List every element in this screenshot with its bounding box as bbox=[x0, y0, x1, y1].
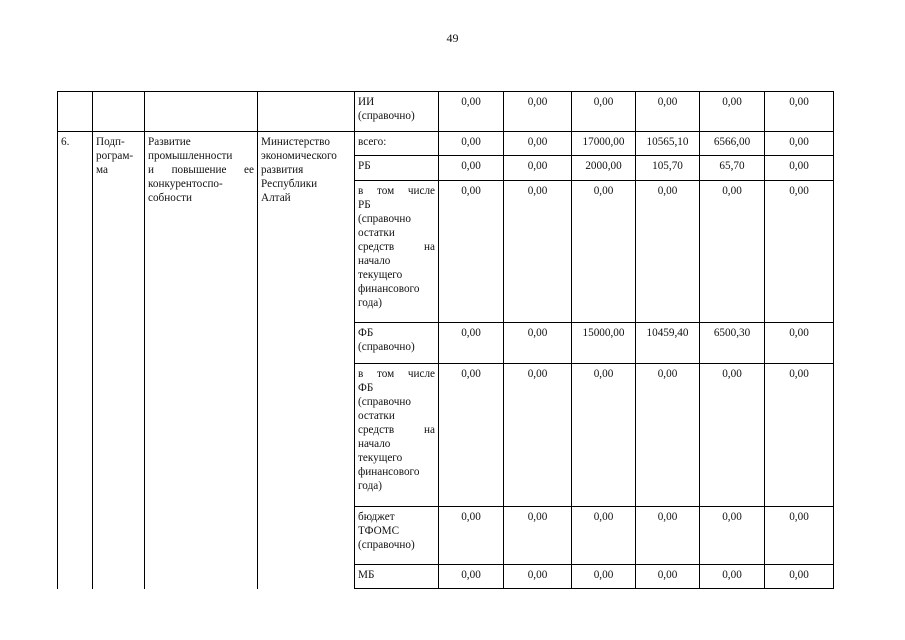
source-cell: в том числе ФБ (справочно остатки средств на начало текущего финансового года) bbox=[355, 364, 439, 507]
source-cell: всего: bbox=[355, 132, 439, 156]
value-cell: 0,00 bbox=[504, 565, 572, 589]
section-name-cell: Развитие промышленности и повышение ее конкурентоспо- собности bbox=[145, 132, 258, 589]
empty-cell bbox=[258, 92, 355, 132]
table-row bbox=[58, 92, 834, 132]
value-cell: 0,00 bbox=[439, 364, 504, 507]
value-cell: 0,00 bbox=[439, 565, 504, 589]
value-cell: 6566,00 bbox=[700, 132, 765, 156]
value-cell: 65,70 bbox=[700, 156, 765, 181]
budget-table bbox=[57, 91, 834, 589]
value-cell: 0,00 bbox=[439, 132, 504, 156]
value-cell: 0,00 bbox=[504, 156, 572, 181]
section-number-cell: 6. bbox=[58, 132, 93, 589]
source-cell: в том числе РБ (справочно остатки средств на начало текущего финансового года) bbox=[355, 181, 439, 323]
value-cell: 0,00 bbox=[700, 181, 765, 323]
page-number: 49 bbox=[446, 31, 459, 45]
value-cell: 0,00 bbox=[504, 132, 572, 156]
value-cell: 0,00 bbox=[700, 92, 765, 132]
value-cell: 0,00 bbox=[700, 507, 765, 565]
value-cell: 105,70 bbox=[636, 156, 700, 181]
value-cell: 15000,00 bbox=[572, 323, 636, 364]
value-cell: 0,00 bbox=[572, 507, 636, 565]
value-cell: 0,00 bbox=[504, 92, 572, 132]
value-cell: 0,00 bbox=[439, 181, 504, 323]
value-cell: 10565,10 bbox=[636, 132, 700, 156]
source-cell: бюджет ТФОМС (справочно) bbox=[355, 507, 439, 565]
value-cell: 0,00 bbox=[439, 323, 504, 364]
source-cell: ИИ (справочно) bbox=[355, 92, 439, 132]
table-row bbox=[58, 132, 834, 156]
value-cell: 0,00 bbox=[700, 364, 765, 507]
value-cell: 0,00 bbox=[504, 181, 572, 323]
empty-cell bbox=[58, 92, 93, 132]
source-cell: РБ bbox=[355, 156, 439, 181]
value-cell: 0,00 bbox=[765, 364, 834, 507]
source-cell: МБ bbox=[355, 565, 439, 589]
value-cell: 0,00 bbox=[765, 156, 834, 181]
value-cell: 0,00 bbox=[765, 132, 834, 156]
empty-cell bbox=[145, 92, 258, 132]
value-cell: 0,00 bbox=[765, 565, 834, 589]
value-cell: 0,00 bbox=[636, 507, 700, 565]
value-cell: 0,00 bbox=[765, 507, 834, 565]
value-cell: 0,00 bbox=[700, 565, 765, 589]
section-type-cell: Подп- рограм- ма bbox=[93, 132, 145, 589]
value-cell: 0,00 bbox=[636, 92, 700, 132]
source-cell: ФБ (справочно) bbox=[355, 323, 439, 364]
value-cell: 6500,30 bbox=[700, 323, 765, 364]
value-cell: 0,00 bbox=[572, 181, 636, 323]
value-cell: 0,00 bbox=[572, 364, 636, 507]
value-cell: 0,00 bbox=[765, 181, 834, 323]
value-cell: 0,00 bbox=[439, 156, 504, 181]
value-cell: 0,00 bbox=[636, 181, 700, 323]
value-cell: 0,00 bbox=[636, 364, 700, 507]
value-cell: 0,00 bbox=[765, 92, 834, 132]
value-cell: 0,00 bbox=[572, 565, 636, 589]
value-cell: 0,00 bbox=[572, 92, 636, 132]
value-cell: 2000,00 bbox=[572, 156, 636, 181]
value-cell: 0,00 bbox=[439, 92, 504, 132]
value-cell: 17000,00 bbox=[572, 132, 636, 156]
value-cell: 0,00 bbox=[439, 507, 504, 565]
value-cell: 0,00 bbox=[504, 507, 572, 565]
executor-cell: Министерство экономического развития Республики Алтай bbox=[258, 132, 355, 589]
value-cell: 0,00 bbox=[504, 323, 572, 364]
value-cell: 0,00 bbox=[504, 364, 572, 507]
empty-cell bbox=[93, 92, 145, 132]
value-cell: 0,00 bbox=[765, 323, 834, 364]
value-cell: 10459,40 bbox=[636, 323, 700, 364]
value-cell: 0,00 bbox=[636, 565, 700, 589]
